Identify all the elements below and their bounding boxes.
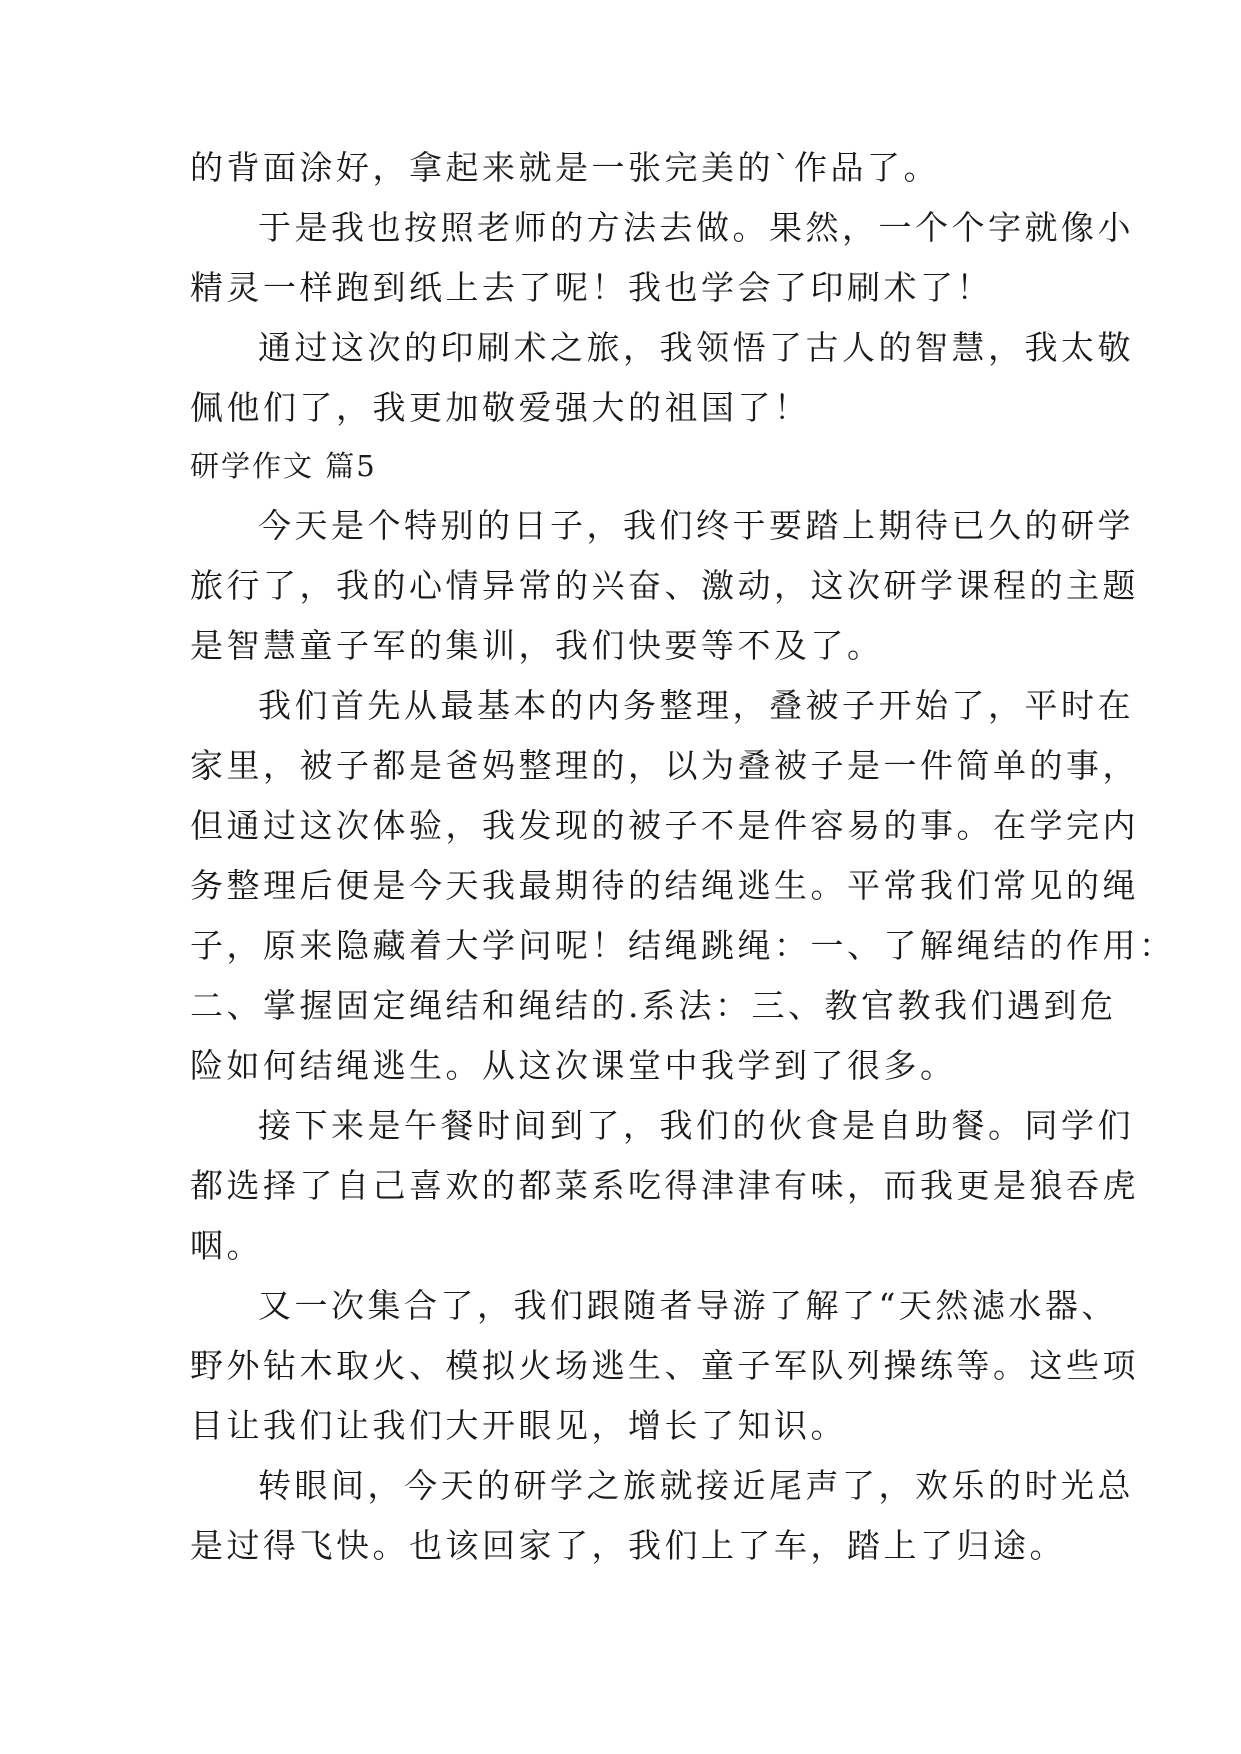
text-line: 务整理后便是今天我最期待的结绳逃生。平常我们常见的绳 <box>190 866 1139 905</box>
text-line: 但通过这次体验，我发现的被子不是件容易的事。在学完内 <box>190 806 1139 845</box>
paragraph-start-line: 转眼间，今天的研学之旅就接近尾声了，欢乐的时光总 <box>258 1466 1134 1505</box>
text-line: 是过得飞快。也该回家了，我们上了车，踏上了归途。 <box>190 1526 1066 1565</box>
paragraph-start-line: 我们首先从最基本的内务整理，叠被子开始了，平时在 <box>258 686 1134 725</box>
text-line: 险如何结绳逃生。从这次课堂中我学到了很多。 <box>190 1046 957 1085</box>
section-heading: 研学作文 篇5 <box>190 449 377 483</box>
text-line: 咽。 <box>190 1226 263 1265</box>
text-line: 都选择了自己喜欢的都菜系吃得津津有味，而我更是狼吞虎 <box>190 1166 1139 1205</box>
text-line: 家里，被子都是爸妈整理的，以为叠被子是一件简单的事， <box>190 746 1139 785</box>
paragraph-start-line: 于是我也按照老师的方法去做。果然，一个个字就像小 <box>258 208 1134 247</box>
text-line: 二、掌握固定绳结和绳结的.系法：三、教官教我们遇到危 <box>190 986 1117 1025</box>
text-line: 精灵一样跑到纸上去了呢！我也学会了印刷术了！ <box>190 268 993 307</box>
text-line: 佩他们了，我更加敬爱强大的祖国了！ <box>190 388 811 427</box>
paragraph-start-line: 接下来是午餐时间到了，我们的伙食是自助餐。同学们 <box>258 1106 1134 1145</box>
paragraph-start-line: 又一次集合了，我们跟随者导游了解了“天然滤水器、 <box>258 1286 1118 1325</box>
text-line: 子，原来隐藏着大学问呢！结绳跳绳：一、了解绳结的作用： <box>190 926 1176 965</box>
text-line: 旅行了，我的心情异常的兴奋、激动，这次研学课程的主题 <box>190 566 1139 605</box>
text-line: 野外钻木取火、模拟火场逃生、童子军队列操练等。这些项 <box>190 1346 1139 1385</box>
text-line: 是智慧童子军的集训，我们快要等不及了。 <box>190 626 884 665</box>
text-line: 目让我们让我们大开眼见，增长了知识。 <box>190 1406 847 1445</box>
paragraph-start-line: 通过这次的印刷术之旅，我领悟了古人的智慧，我太敬 <box>258 328 1134 367</box>
paragraph-start-line: 今天是个特别的日子，我们终于要踏上期待已久的研学 <box>258 506 1134 545</box>
text-line: 的背面涂好，拿起来就是一张完美的`作品了。 <box>190 148 940 187</box>
